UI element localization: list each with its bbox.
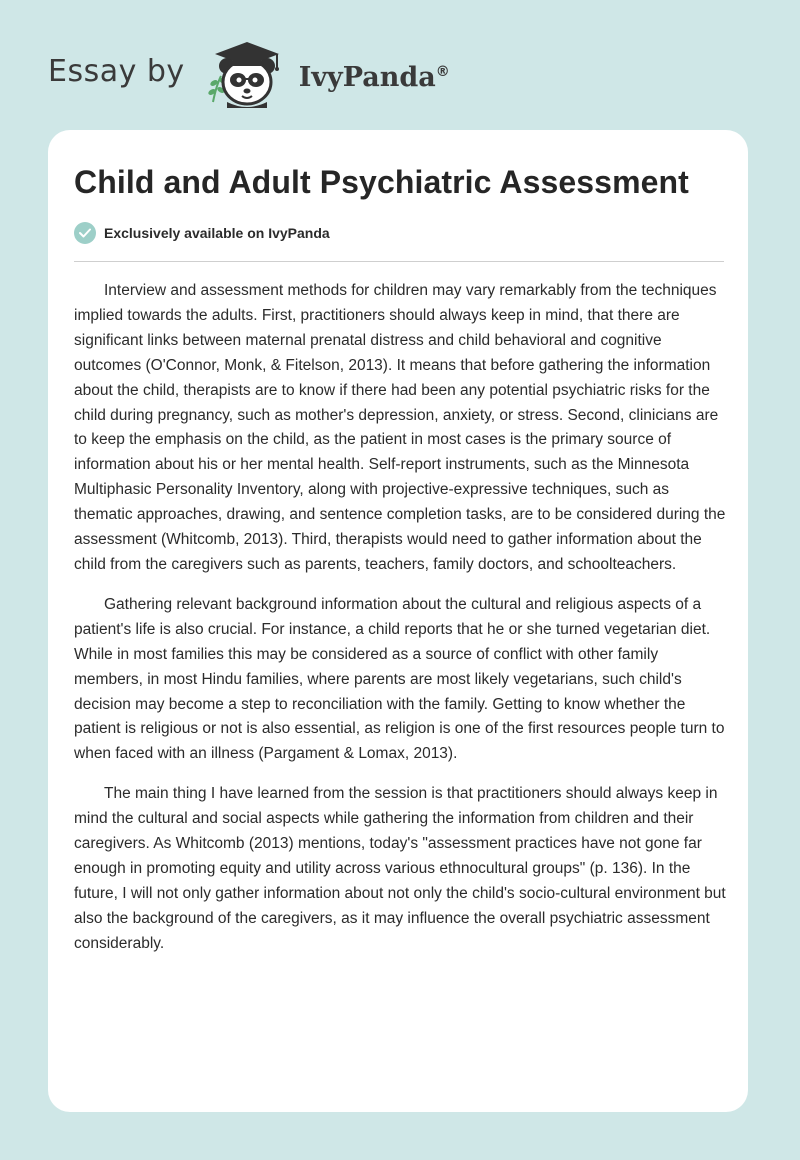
essay-title: Child and Adult Psychiatric Assessment: [74, 164, 689, 200]
divider: [74, 261, 724, 262]
exclusive-badge: [74, 222, 330, 244]
panda-logo-icon: [201, 36, 293, 112]
essay-body: [74, 279, 726, 972]
brand-header[interactable]: [48, 36, 450, 112]
brand-name: IvyPanda®: [298, 61, 450, 93]
brand-prefix: Essay by: [48, 53, 185, 89]
paragraph: Interview and assessment methods for children may vary remarkably from the techniques implied towards the adults. First, practitioners should always keep in mind, that there are significant links between maternal prenatal distress and child behavioral and cognitive outcomes (O'Connor, Monk, & Fitelson, 2013). It means that before gathering the information about the child, therapists are to know if there had been any potential psychiatric risks for the child during pregnancy, such as mother's depression, anxiety, or stress. Second, clinicians are to keep the emphasis on the child, as the patient in most cases is the primary source of information about his or her mental health. Self-report instruments, such as the Minnesota Multiphasic Personality Inventory, along with projective-expressive techniques, such as thematic approaches, drawing, and sentence completion tasks, are to be considered during the assessment (Whitcomb, 2013). Third, therapists would need to gather information about the child from the caregivers such as parents, teachers, family doctors, and schoolteachers.: [74, 282, 726, 573]
paragraph: The main thing I have learned from the session is that practitioners should always keep in mind the cultural and social aspects while gathering the information from children and their caregivers. As Whitcomb (2013) mentions, today's "assessment practices have not gone far enough in promoting equity and utility across various ethnocultural groups" (p. 136). In the future, I will not only gather information about not only the child's socio-cultural environment but also the background of the caregivers, as it may influence the overall psychiatric assessment considerably.: [74, 785, 726, 952]
paragraph: Gathering relevant background information about the cultural and religious aspects of a patient's life is also crucial. For instance, a child reports that he or she turned vegetarian diet. While in most families this may be considered as a source of conflict with other family members, in most Hindu families, where parents are most likely vegetarians, such child's decision may become a step to reconciliation with the family. Getting to know whether the patient is religious or not is also essential, as religion is one of the first resources people turn to when faced with an illness (Pargament & Lomax, 2013).: [74, 595, 725, 763]
check-icon: [74, 222, 96, 244]
badge-text: Exclusively available on IvyPanda: [104, 225, 330, 241]
essay-card: [48, 130, 748, 1112]
